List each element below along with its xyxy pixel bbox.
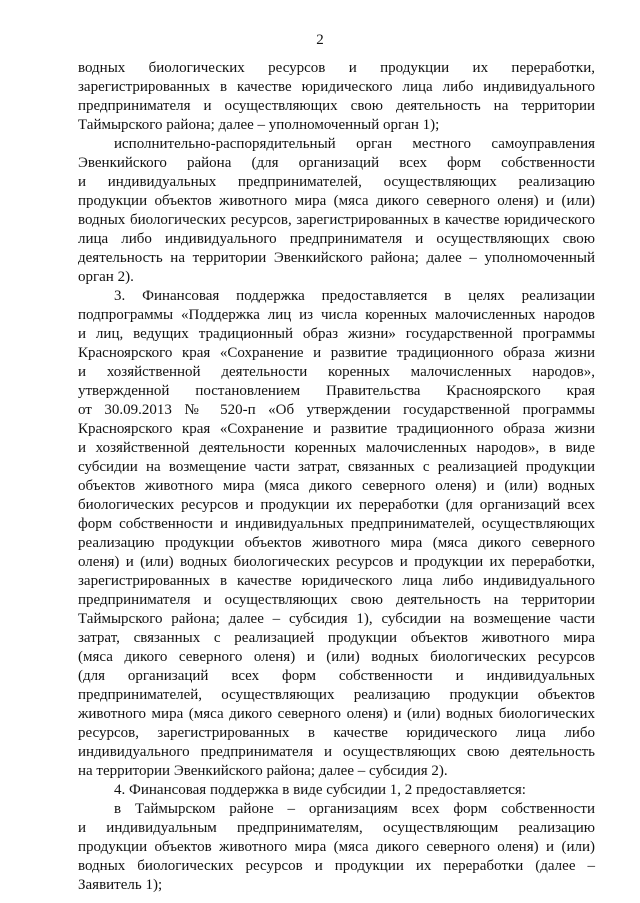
text-line: и хозяйственной деятельности коренных малочисленных народов», [78, 364, 595, 380]
text-line: Красноярского края «Сохранение и развитие традиционного образа жизни [78, 345, 595, 361]
text-line: и индивидуальным предпринимателям, осуществляющим реализацию [78, 820, 595, 836]
text-line: Таймырского района; далее – уполномоченный орган 1); [78, 117, 440, 133]
text-line: реализацию продукции объектов животного мира (мяса дикого северного [78, 535, 595, 551]
text-line: предпринимателя и осуществляющих свою деятельность на территории [78, 98, 595, 114]
text-line: утвержденной постановлением Правительства Красноярского края [78, 383, 595, 399]
text-line: лица либо индивидуального предпринимателя и осуществляющих свою [78, 231, 595, 247]
text-line: и индивидуальных предпринимателей, осуществляющих реализацию [78, 174, 595, 190]
text-line: субсидии на возмещение части затрат, связанных с реализацией продукции [78, 459, 595, 475]
text-line: зарегистрированных в качестве юридического лица либо индивидуального [78, 573, 595, 589]
text-line: водных биологических ресурсов и продукции их переработки (далее – [78, 858, 595, 874]
text-line: водных биологических ресурсов и продукции их переработки, [78, 60, 595, 76]
text-line: продукции объектов животного мира (мяса дикого северного оленя) и (или) [78, 839, 595, 855]
text-line: Заявитель 1); [78, 877, 163, 893]
text-line: (для организаций всех форм собственности и индивидуальных [78, 668, 595, 684]
text-line: зарегистрированных в качестве юридического лица либо индивидуального [78, 79, 595, 95]
text-line: Таймырского района; далее – субсидия 1), субсидии на возмещение части [78, 611, 595, 627]
page-number: 2 [316, 32, 324, 48]
text-line: Эвенкийского района (для организаций всех форм собственности [78, 155, 595, 171]
text-line: Красноярского края «Сохранение и развитие традиционного образа жизни [78, 421, 595, 437]
text-line: деятельность на территории Эвенкийского района; далее – уполномоченный [78, 250, 595, 266]
text-line: продукции объектов животного мира (мяса дикого северного оленя) и (или) [78, 193, 595, 209]
text-line: ресурсов, зарегистрированных в качестве юридического лица либо [78, 725, 595, 741]
text-line: (мяса дикого северного оленя) и (или) водных биологических ресурсов [78, 649, 595, 665]
text-line: биологических ресурсов и продукции их переработки (для организаций всех [78, 497, 595, 513]
text-line: форм собственности и индивидуальных предпринимателей, осуществляющих [78, 516, 595, 532]
text-line: предпринимателей, осуществляющих реализацию продукции объектов [78, 687, 595, 703]
text-line: объектов животного мира (мяса дикого северного оленя) и (или) водных [78, 478, 595, 494]
text-line: и хозяйственной деятельности коренных малочисленных народов», в виде [78, 440, 595, 456]
text-line: индивидуального предпринимателя и осуществляющих свою деятельность [78, 744, 595, 760]
text-line: оленя) и (или) водных биологических ресурсов и продукции их переработки, [78, 554, 595, 570]
text-line: от 30.09.2013 № 520-п «Об утверждении государственной программы [78, 402, 595, 418]
text-line: предпринимателя и осуществляющих свою деятельность на территории [78, 592, 595, 608]
text-line: 4. Финансовая поддержка в виде субсидии 1, 2 предоставляется: [114, 782, 526, 798]
text-line: животного мира (мяса дикого северного оленя) и (или) водных биологических [78, 706, 595, 722]
text-line: на территории Эвенкийского района; далее – субсидия 2). [78, 763, 448, 779]
text-line: 3. Финансовая поддержка предоставляется в целях реализации [114, 288, 595, 304]
text-line: в Таймырском районе – организациям всех форм собственности [114, 801, 595, 817]
text-line: подпрограммы «Поддержка лиц из числа коренных малочисленных народов [78, 307, 595, 323]
text-line: водных биологических ресурсов, зарегистрированных в качестве юридического [78, 212, 595, 228]
text-line: и лиц, ведущих традиционный образ жизни» государственной программы [78, 326, 595, 342]
text-line: орган 2). [78, 269, 134, 285]
text-line: затрат, связанных с реализацией продукции объектов животного мира [78, 630, 595, 646]
text-line: исполнительно-распорядительный орган местного самоуправления [114, 136, 595, 152]
